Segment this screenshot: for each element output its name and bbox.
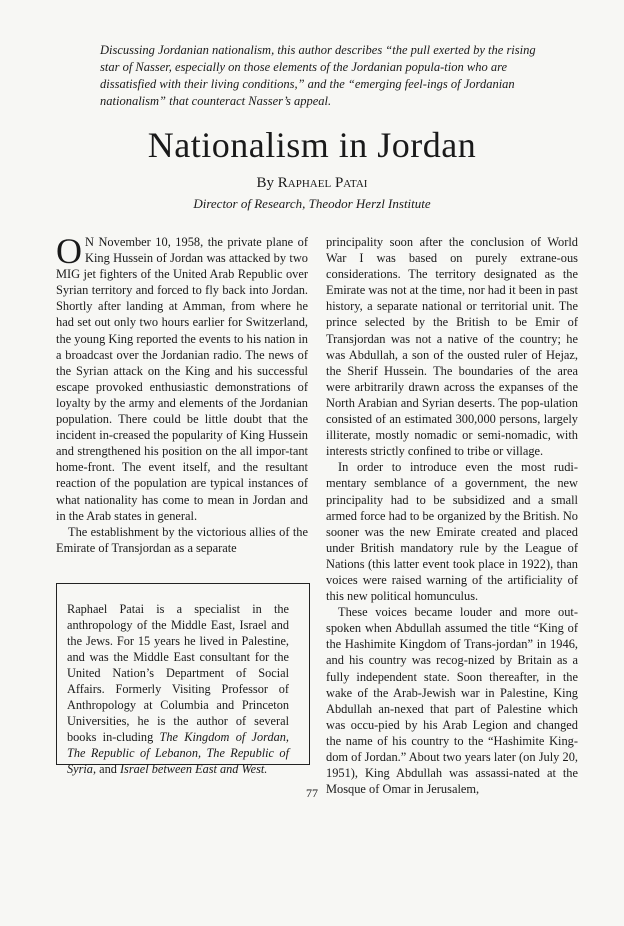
bio-text: Raphael Patai is a specialist in the anthropology of the Middle East, Israel and the Jews. For 15 years he lived in Palestine, and was the Middle East consultant for the United Nation’s Department of Social Affairs. Formerly Visiting Professor of Anthropology at Columbia and Princeton Universities, he is the author of several books in-cluding — [67, 602, 289, 744]
bio-conjunction: and — [99, 762, 117, 776]
author-affiliation: Director of Research, Theodor Herzl Institute — [193, 196, 431, 211]
article-title: Nationalism in Jordan — [147, 125, 477, 165]
paragraph: In order to introduce even the most rudi-mentary semblance of a government, the new principality had to be subsidized and a small armed force had to be organized by the British. No sooner was the new Emirate created and placed under British mandatory rule by the League of Nations (this latter event took place in 1922), than voices were raised warning of the artificiality of this new political homunculus. — [326, 460, 578, 604]
bio-paragraph — [67, 601, 289, 777]
intro-text: Discussing Jordanian nationalism, this author describes “the pull exerted by the rising star of Nasser, especially on those elements of the Jordanian popula-tion who are dissatisfied with their living conditions,” and the “emerging feel-ings of Jordanian nationalism” that counteract Nasser’s appeal. — [100, 43, 536, 108]
byline-prefix: By — [256, 175, 275, 191]
paragraph: The establishment by the victorious allies of the Emirate of Transjordan as a separate — [56, 524, 308, 555]
bio-books: The Kingdom of Jordan, The Republic of Lebanon, The Republic of Syria, — [67, 730, 290, 776]
drop-cap: O — [56, 231, 82, 271]
paragraph-opening — [56, 231, 308, 524]
author-name: Raphael Patai — [277, 175, 368, 191]
paragraph: principality soon after the conclusion of World War I was based on purely extrane-ous considerations. The territory designated as the Emirate was not at the time, nor had it been in past history, a separate national or territorial unit. The prince selected by the British to be Emir of Transjordan was not a native of the country; he was Abdullah, a son of the ousted ruler of Hejaz, the Sherif Hussein. The boundaries of the area were arbitrarily drawn across the expanses of the North Arabian and Syrian deserts. The pop-ulation consisted of an estimated 300,000 persons, largely illiterate, mostly nomadic or semi-nomadic, with interests strictly confined to tribe or village. — [326, 235, 578, 459]
author-bio-box — [56, 583, 310, 776]
intro-blurb — [100, 42, 540, 110]
bio-book-last: Israel between East and West. — [119, 762, 268, 776]
right-column — [326, 234, 578, 797]
paragraph-opening-text: N November 10, 1958, the private plane of King Hussein of Jordan was attacked by two MIG jet fighters of the United Arab Republic over Syrian territory and forced to fly back into Jordan. Shortly after landing at Amman, from where he had set out only two hours earlier for Switzerland, the young King reported the events to his nation in a broadcast over the Jordanian radio. The news of the Syrian attack on the King and his successful escape provoked enthusiastic demonstrations of loyalty by the army and elements of the Jordanian population. There could be little doubt that the incident in-creased the popularity of King Hussein and strengthened his position on the all impor-tant home-front. The event itself, and the resultant reaction of the population are typical instances of what nationality has come to mean in Jordan and in the Arab states in general. — [56, 235, 308, 523]
page-number: 77 — [306, 786, 318, 800]
left-column — [56, 231, 308, 556]
author-bio — [67, 601, 289, 777]
paragraph: These voices became louder and more out-spoken when Abdullah assumed the title “King of the Hashimite Kingdom of Trans-jordan” in 1946, and his country was recog-nized by Britain as a fully independent state. Soon thereafter, in the wake of the Arab-Jewish war in Palestine, King Abdullah an-nexed that part of Palestine which was occu-pied by his Arab Legion and changed the name of his country to the “Hashimite King-dom of Jordan.” About two years later (on July 20, 1951), King Abdullah was assassi-nated at the Mosque of Omar in Jerusalem, — [326, 605, 578, 797]
byline — [0, 174, 624, 192]
